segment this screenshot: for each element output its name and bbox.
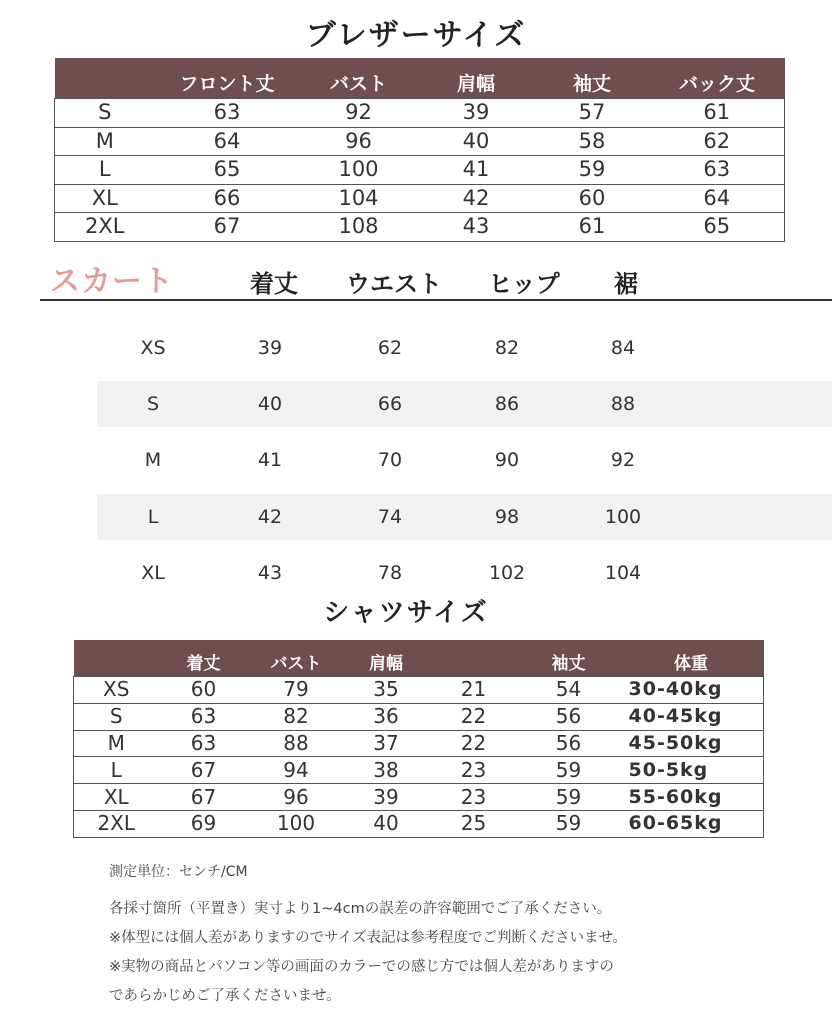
table-cell: 37 <box>344 730 429 757</box>
blazer-size-title: ブレザーサイズ <box>305 18 527 53</box>
skirt-header-waist: ウエスト <box>346 270 442 298</box>
table-cell: 94 <box>249 757 344 784</box>
table-cell: 58 <box>535 127 650 156</box>
skirt-header-hip: ヒップ <box>488 270 560 298</box>
table-cell: 98 <box>494 506 520 528</box>
table-cell: 100 <box>300 156 418 185</box>
skirt-header-length: 着丈 <box>250 270 298 298</box>
disclaimer-line: 各採寸箇所（平置き）実寸より1~4cmの誤差の許容範囲でご了承ください。 <box>109 901 612 917</box>
table-cell: 43 <box>418 213 535 242</box>
table-cell: 63 <box>159 703 249 730</box>
table-cell: 84 <box>610 337 636 359</box>
size-label: M <box>144 449 162 471</box>
table-cell: 62 <box>650 127 785 156</box>
table-cell: 88 <box>249 730 344 757</box>
table-cell: 104 <box>604 562 642 584</box>
table-row <box>74 677 764 704</box>
table-cell: 62 <box>377 337 403 359</box>
table-cell: 21 <box>429 677 519 704</box>
shirt-header-cell: 肩幅 <box>344 640 429 677</box>
skirt-row <box>97 437 832 483</box>
table-cell: 96 <box>300 127 418 156</box>
table-cell: 88 <box>610 393 636 415</box>
table-row <box>55 184 785 213</box>
table-row <box>74 757 764 784</box>
table-cell: 66 <box>377 393 403 415</box>
weight-cell: 60-65kg <box>619 810 764 837</box>
table-cell: 59 <box>519 757 619 784</box>
table-row <box>74 703 764 730</box>
table-cell: 92 <box>610 449 636 471</box>
table-cell: 59 <box>519 810 619 837</box>
shirt-header-cell <box>429 640 519 677</box>
table-cell: 22 <box>429 730 519 757</box>
blazer-header-cell: バスト <box>300 58 418 99</box>
table-cell: 82 <box>494 337 520 359</box>
table-cell: 41 <box>418 156 535 185</box>
table-cell: 104 <box>300 184 418 213</box>
shirt-header-cell: 袖丈 <box>519 640 619 677</box>
table-cell: 22 <box>429 703 519 730</box>
table-cell: 86 <box>494 393 520 415</box>
table-cell: 23 <box>429 757 519 784</box>
table-cell: 56 <box>519 730 619 757</box>
table-cell: 40 <box>418 127 535 156</box>
disclaimer-line: ※実物の商品とパソコン等の画面のカラーでの感じ方では個人差がありますの <box>109 959 614 975</box>
skirt-row <box>97 494 832 540</box>
size-label: XL <box>141 562 165 584</box>
table-cell: 63 <box>159 730 249 757</box>
table-cell: 54 <box>519 677 619 704</box>
size-label: S <box>146 393 160 415</box>
table-cell: 36 <box>344 703 429 730</box>
size-label: S <box>74 703 159 730</box>
size-label: XL <box>55 184 155 213</box>
table-cell: 64 <box>650 184 785 213</box>
table-row <box>55 213 785 242</box>
size-label: 2XL <box>55 213 155 242</box>
table-cell: 82 <box>249 703 344 730</box>
table-cell: 90 <box>494 449 520 471</box>
blazer-header-cell: 肩幅 <box>418 58 535 99</box>
table-cell: 67 <box>159 757 249 784</box>
blazer-header-cell <box>55 58 155 99</box>
blazer-size-table <box>54 58 785 242</box>
shirt-header-row <box>74 640 764 677</box>
table-cell: 56 <box>519 703 619 730</box>
weight-cell: 55-60kg <box>619 784 764 811</box>
shirt-header-cell <box>74 640 159 677</box>
weight-cell: 30-40kg <box>619 677 764 704</box>
table-cell: 69 <box>159 810 249 837</box>
skirt-row <box>97 325 832 371</box>
measurement-unit-note: 測定単位：センチ/CM <box>109 864 248 880</box>
table-cell: 74 <box>377 506 403 528</box>
table-cell: 39 <box>418 99 535 128</box>
table-cell: 65 <box>155 156 300 185</box>
skirt-header-hem: 裾 <box>614 270 638 298</box>
size-label: M <box>55 127 155 156</box>
table-cell: 100 <box>604 506 642 528</box>
table-cell: 66 <box>155 184 300 213</box>
table-cell: 63 <box>155 99 300 128</box>
table-cell: 102 <box>488 562 526 584</box>
table-cell: 38 <box>344 757 429 784</box>
disclaimer-line: ※体型には個人差がありますのでサイズ表記は参考程度でご判断くださいませ。 <box>109 930 628 946</box>
table-cell: 40 <box>344 810 429 837</box>
table-cell: 57 <box>535 99 650 128</box>
table-cell: 35 <box>344 677 429 704</box>
table-cell: 23 <box>429 784 519 811</box>
shirt-size-title: シャツサイズ <box>323 598 489 628</box>
table-row <box>55 99 785 128</box>
skirt-row <box>97 550 832 596</box>
table-cell: 67 <box>155 213 300 242</box>
blazer-header-cell: 袖丈 <box>535 58 650 99</box>
table-cell: 59 <box>535 156 650 185</box>
table-cell: 60 <box>159 677 249 704</box>
blazer-header-row <box>55 58 785 99</box>
table-row <box>74 784 764 811</box>
table-cell: 25 <box>429 810 519 837</box>
table-row <box>55 156 785 185</box>
table-cell: 79 <box>249 677 344 704</box>
table-cell: 42 <box>418 184 535 213</box>
size-label: M <box>74 730 159 757</box>
weight-cell: 40-45kg <box>619 703 764 730</box>
table-cell: 70 <box>377 449 403 471</box>
weight-cell: 50-5kg <box>619 757 764 784</box>
size-label: S <box>55 99 155 128</box>
skirt-row <box>97 381 832 427</box>
shirt-header-cell: 着丈 <box>159 640 249 677</box>
table-row <box>74 810 764 837</box>
table-cell: 67 <box>159 784 249 811</box>
size-label: L <box>147 506 159 528</box>
size-label: 2XL <box>74 810 159 837</box>
table-cell: 43 <box>257 562 283 584</box>
table-row <box>55 127 785 156</box>
table-cell: 40 <box>257 393 283 415</box>
table-cell: 61 <box>535 213 650 242</box>
size-label: L <box>55 156 155 185</box>
table-cell: 64 <box>155 127 300 156</box>
table-cell: 59 <box>519 784 619 811</box>
table-cell: 65 <box>650 213 785 242</box>
blazer-header-cell: フロント丈 <box>155 58 300 99</box>
table-cell: 61 <box>650 99 785 128</box>
table-cell: 108 <box>300 213 418 242</box>
shirt-size-table <box>73 640 764 838</box>
table-cell: 42 <box>257 506 283 528</box>
table-cell: 96 <box>249 784 344 811</box>
disclaimer-line: であらかじめご了承くださいませ。 <box>109 988 341 1004</box>
table-cell: 41 <box>257 449 283 471</box>
table-cell: 92 <box>300 99 418 128</box>
shirt-header-cell: 体重 <box>619 640 764 677</box>
table-cell: 60 <box>535 184 650 213</box>
skirt-header-divider <box>40 299 832 301</box>
size-label: XS <box>140 337 166 359</box>
table-cell: 63 <box>650 156 785 185</box>
skirt-size-title: スカート <box>50 264 174 299</box>
table-cell: 39 <box>257 337 283 359</box>
size-label: XS <box>74 677 159 704</box>
weight-cell: 45-50kg <box>619 730 764 757</box>
table-cell: 39 <box>344 784 429 811</box>
size-label: L <box>74 757 159 784</box>
table-cell: 100 <box>249 810 344 837</box>
shirt-header-cell: バスト <box>249 640 344 677</box>
blazer-header-cell: バック丈 <box>650 58 785 99</box>
size-label: XL <box>74 784 159 811</box>
table-cell: 78 <box>377 562 403 584</box>
table-row <box>74 730 764 757</box>
